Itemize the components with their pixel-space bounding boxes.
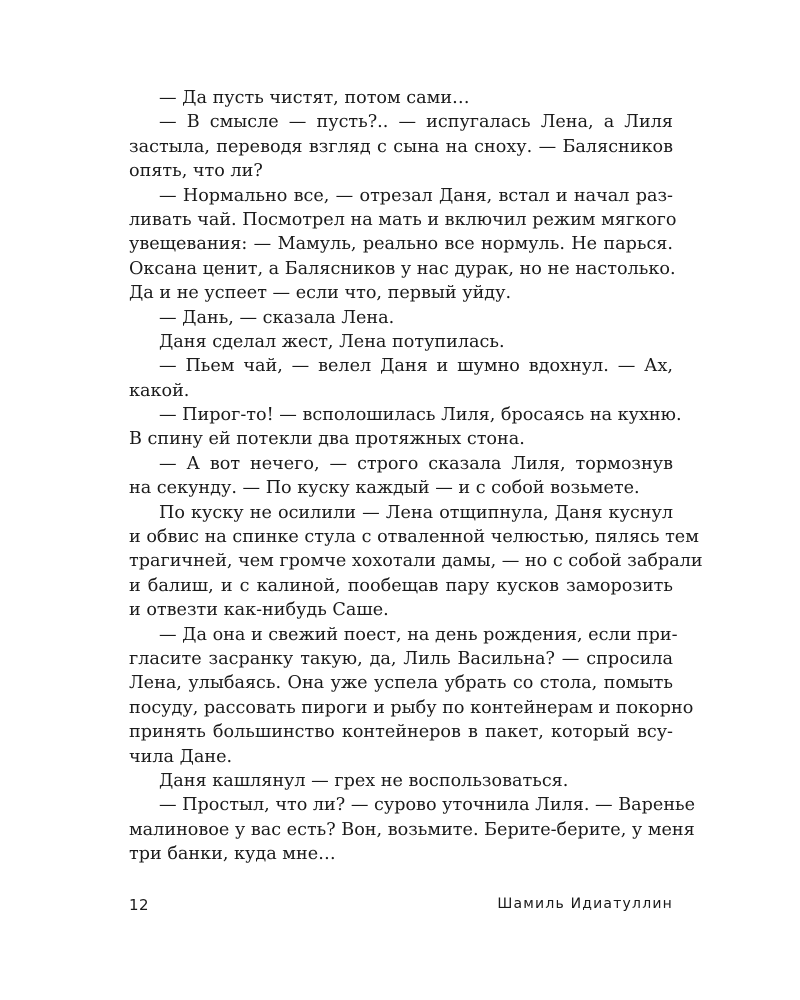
text-line-16: — А вот нечего, — строго сказала Лиля, тормознув [159,453,673,474]
text-line-29: Даня кашлянул — грех не воспользоваться. [159,770,569,791]
page-number: 12 [129,896,150,914]
text-line-21: и балиш, и с калиной, пообещав пару кусков заморозить [129,575,673,596]
text-line-14: — Пирог-то! — всполошилась Лиля, бросаясь на кухню. [159,405,682,426]
text-line-17: на секунду. — По куску каждый — и с собой возьмете. [129,478,640,499]
text-line-1: — Да пусть чистят, потом сами… [159,88,470,108]
text-line-3: застыла, переводя взгляд с сына на сноху. — Балясников [129,136,673,157]
body-text [129,86,703,867]
text-line-2: — В смысле — пусть?.. — испугалась Лена, а Лиля [159,112,673,133]
text-line-11: Даня сделал жест, Лена потупилась. [159,331,505,352]
text-line-19: и обвис на спинке стула с отваленной челюстью, пялясь тем [129,527,699,548]
text-line-15: В спину ей потекли два протяжных стона. [129,429,525,450]
text-line-25: Лена, улыбаясь. Она уже успела убрать со стола, помыть [129,673,673,694]
text-line-20: трагичней, чем громче хохотали дамы, — но с собой забрали [129,551,703,572]
text-line-23: — Да она и свежий поест, на день рождения, если при- [159,624,678,645]
text-line-22: и отвезти как-нибудь Саше. [129,600,389,621]
page-footer [129,896,673,920]
text-line-13: какой. [129,380,190,401]
text-line-8: Оксана ценит, а Балясников у нас дурак, но не настолько. [129,258,676,279]
text-line-4: опять, что ли? [129,161,263,182]
text-line-7: увещевания: — Мамуль, реально все нормуль. Не парься. [129,234,673,255]
text-line-31: малиновое у вас есть? Вон, возьмите. Берите-берите, у меня [129,819,695,840]
text-line-30: — Простыл, что ли? — сурово уточнила Лиля. — Варенье [159,795,696,816]
running-header-author: Шамиль Идиатуллин [497,896,673,912]
text-line-24: гласите засранку такую, да, Лиль Васильна? — спросила [129,648,673,669]
text-line-28: чила Дане. [129,746,233,767]
text-line-26: посуду, рассовать пироги и рыбу по контейнерам и покорно [129,697,694,718]
text-line-10: — Дань, — сказала Лена. [159,307,395,328]
text-line-27: принять большинство контейнеров в пакет, который всу- [129,722,673,743]
text-line-9: Да и не успеет — если что, первый уйду. [129,283,512,304]
text-line-32: три банки, куда мне… [129,844,336,865]
text-line-6: ливать чай. Посмотрел на мать и включил режим мягкого [129,209,677,230]
text-line-18: По куску не осилили — Лена отщипнула, Даня куснул [159,502,673,523]
text-line-5: — Нормально все, — отрезал Даня, встал и начал раз- [159,185,673,206]
text-line-12: — Пьем чай, — велел Даня и шумно вдохнул. — Ах, [159,356,673,377]
